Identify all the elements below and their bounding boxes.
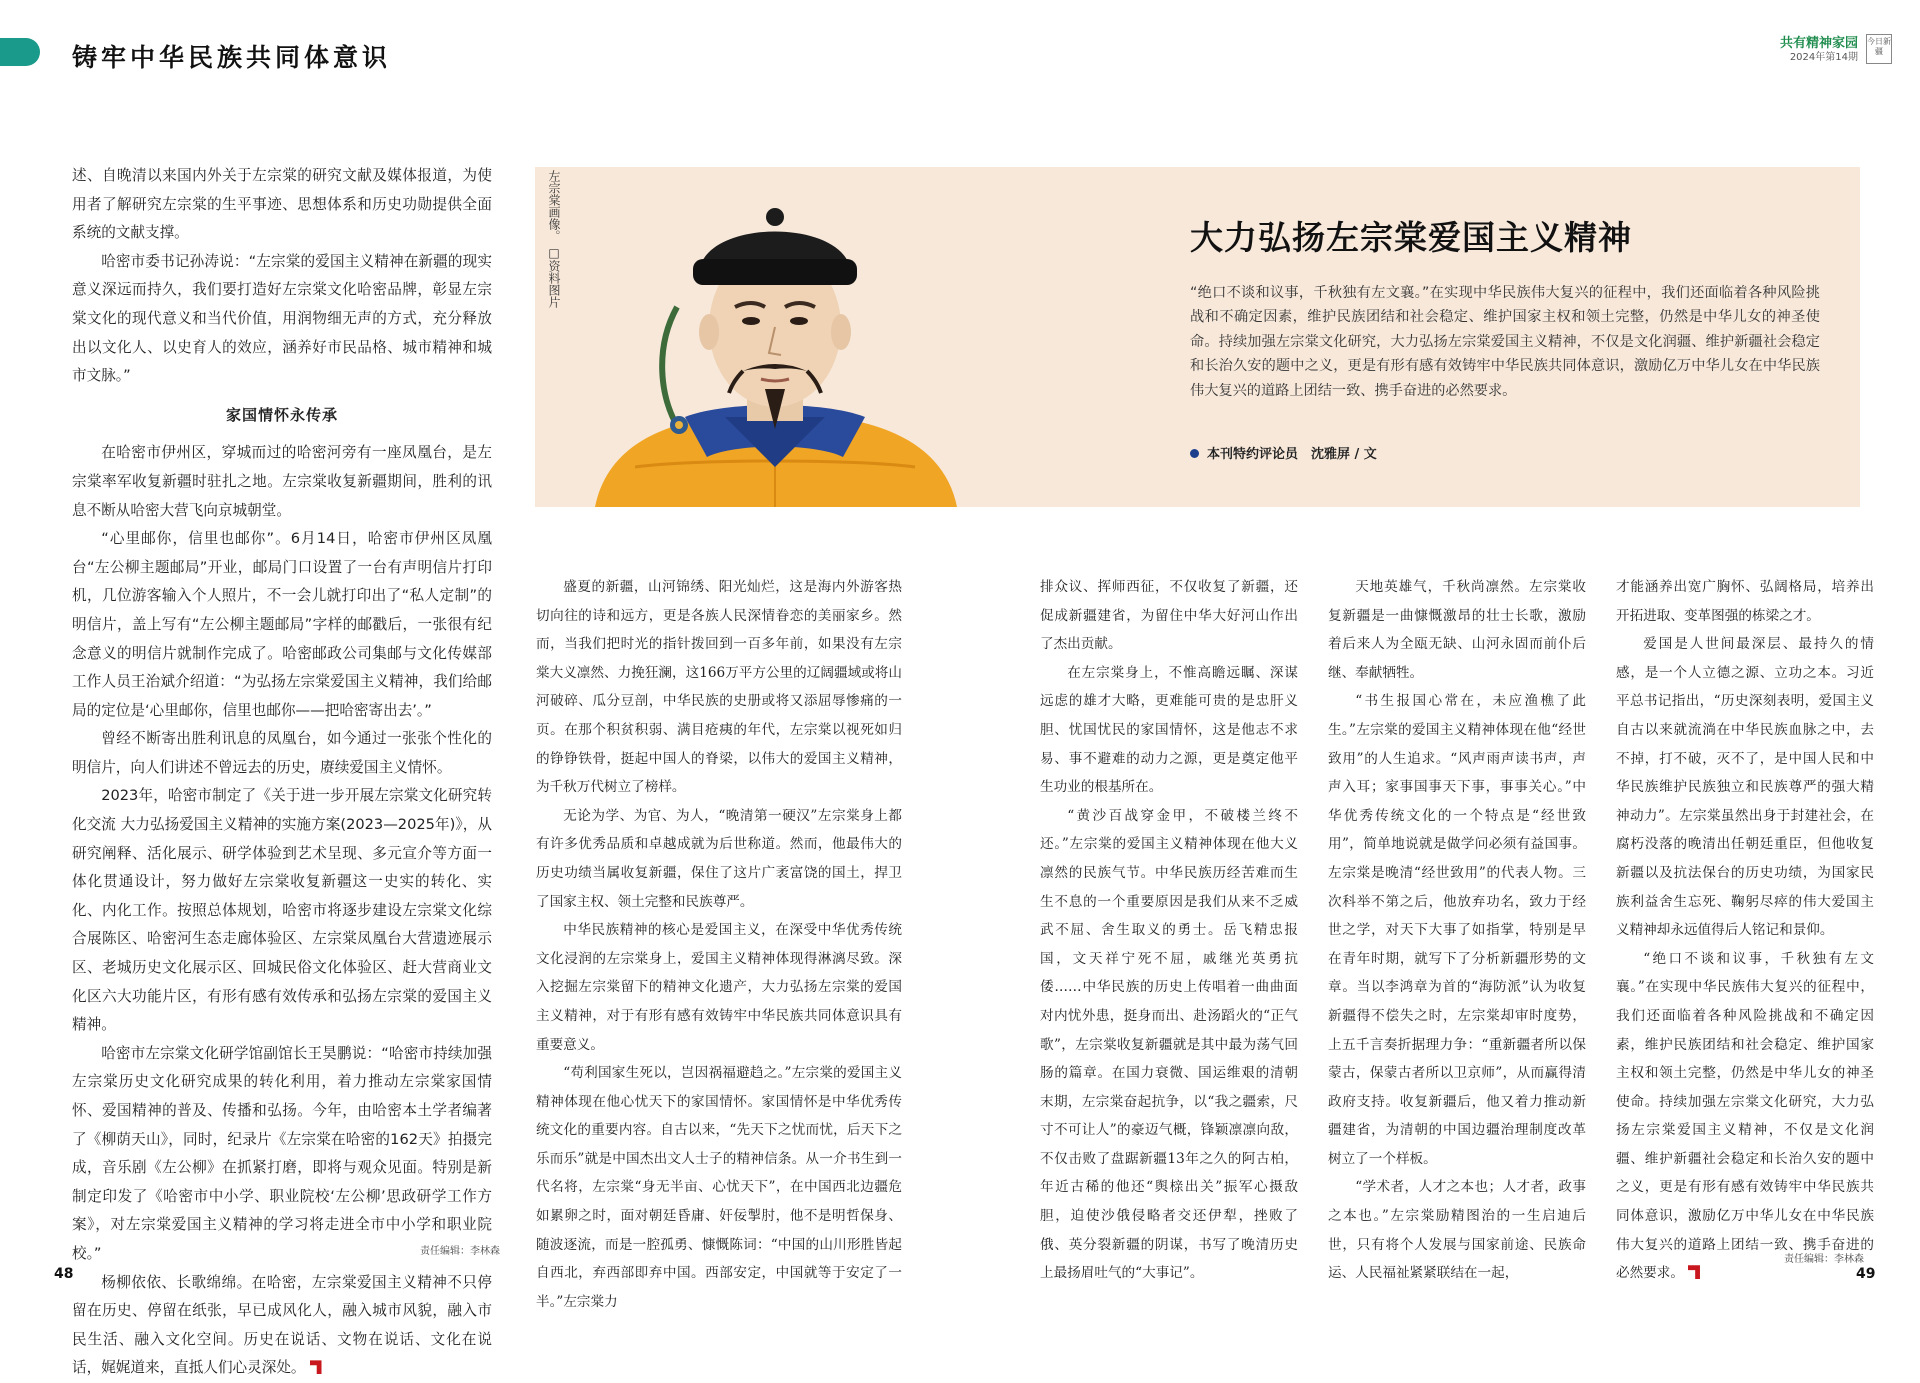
paragraph-text: “绝口不谈和议事，千秋独有左文襄。”在实现中华民族伟大复兴的征程中，我们还面临着各种风险挑战和不确定因素，维护民族团结和社会稳定、维护国家主权和领土完整，仍然是中华儿女的神圣使命。持续加强左宗棠文化研究，大力弘扬左宗棠爱国主义精神，不仅是文化润疆、维护新疆社会稳定和长治久安的题中之义，更是有形有感有效铸牢中华民族共同体意识，激励亿万中华儿女在中华民族伟大复兴的道路上团结一致、携手奋进的必然要求。 <box>1616 950 1874 1282</box>
paragraph: 无论为学、为官、为人，“晚清第一硬汉”左宗棠身上都有许多优秀品质和卓越成就为后世称道。然而，他最伟大的历史功绩当属收复新疆，保住了这片广袤富饶的国土，捍卫了国家主权、领土完整和民族尊严。 <box>536 807 902 910</box>
byline <box>1190 443 1377 462</box>
paragraph: 在哈密市伊州区，穿城而过的哈密河旁有一座凤凰台，是左宗棠率军收复新疆时驻扎之地。左宗棠收复新疆期间，胜利的讯息不断从哈密大营飞向京城朝堂。 <box>72 444 492 519</box>
magazine-brand <box>1780 36 1858 64</box>
paragraph: “书生报国心常在，未应渔樵了此生。”左宗棠的爱国主义精神体现在他“经世致用”的人生追求。“风声雨声读书声，声声入耳；家事国事天下事，事事关心。”中华优秀传统文化的一个特点是“经世致用”，简单地说就是做学问必须有益国事。左宗棠是晚清“经世致用”的代表人物。三次科举不第之后，他放弃功名，致力于经世之学，对天下大事了如指掌，特别是早在青年时期，就写下了分析新疆形势的文章。当以李鸿章为首的“海防派”认为收复新疆得不偿失之时，左宗棠却审时度势，上五千言奏折据理力争：“重新疆者所以保蒙古，保蒙古者所以卫京师”，从而赢得清政府支持。收复新疆后，他又着力推动新疆建省，为清朝的中国边疆治理制度改革树立了一个样板。 <box>1328 693 1586 1167</box>
byline-bullet-icon <box>1190 449 1199 458</box>
article-end-icon <box>310 1360 322 1374</box>
brand-name: 共有精神家园 <box>1779 36 1858 51</box>
paragraph: 排众议、挥师西征，不仅收复了新疆，还促成新疆建省，为留住中华大好河山作出了杰出贡献。 <box>1040 579 1298 653</box>
article-column-1 <box>536 573 902 1316</box>
portrait-illustration <box>575 167 975 507</box>
article-intro: “绝口不谈和议事，千秋独有左文襄。”在实现中华民族伟大复兴的征程中，我们还面临着各种风险挑战和不确定因素，维护民族团结和社会稳定、维护国家主权和领土完整，仍然是中华儿女的神圣使命。持续加强左宗棠文化研究，大力弘扬左宗棠爱国主义精神，不仅是文化润疆、维护新疆社会稳定和长治久安的题中之义，更是有形有感有效铸牢中华民族共同体意识，激励亿万中华儿女在中华民族伟大复兴的道路上团结一致、携手奋进的必然要求。 <box>1190 285 1820 399</box>
paragraph: 述、自晚清以来国内外关于左宗棠的研究文献及媒体报道，为使用者了解研究左宗棠的生平事迹、思想体系和历史功勋提供全面系统的文献支撑。 <box>72 167 492 242</box>
magazine-logo-icon: 今日新疆 <box>1866 34 1892 64</box>
article-column-3 <box>1328 573 1586 1288</box>
paragraph: 曾经不断寄出胜利讯息的凤凰台，如今通过一张张个性化的明信片，向人们讲述不曾远去的历史，赓续爱国主义情怀。 <box>72 730 492 776</box>
article-end-icon <box>1688 1265 1700 1279</box>
paragraph: 在左宗棠身上，不惟高瞻远瞩、深谋远虑的雄才大略，更难能可贵的是忠肝义胆、忧国忧民的家国情怀，这是他志不求易、事不避难的动力之源，更是奠定他平生功业的根基所在。 <box>1040 664 1298 796</box>
paragraph: 才能涵养出宽广胸怀、弘阔格局，培养出开拓进取、变革图强的栋梁之才。 <box>1616 579 1874 624</box>
editor-credit-left: 责任编辑：李林森 <box>420 1246 500 1257</box>
editor-credit-right: 责任编辑：李林森 <box>1784 1254 1864 1265</box>
paragraph: “学术者，人才之本也；人才者，政事之本也。”左宗棠励精图治的一生启迪后世，只有将个人发展与国家前途、民族命运、人民福祉紧紧联结在一起， <box>1328 1179 1586 1282</box>
paragraph: 中华民族精神的核心是爱国主义，在深受中华优秀传统文化浸润的左宗棠身上，爱国主义精神体现得淋漓尽致。深入挖掘左宗棠留下的精神文化遗产，大力弘扬左宗棠的爱国主义精神，对于有形有感有效铸牢中华民族共同体意识具有重要意义。 <box>536 922 902 1053</box>
paragraph: 2023年，哈密市制定了《关于进一步开展左宗棠文化研究转化交流 大力弘扬爱国主义精神的实施方案(2023—2025年)》，从研究阐释、活化展示、研学体验到艺术呈现、多元宣介等方面一体化贯通设计，努力做好左宗棠收复新疆这一史实的转化、实化、内化工作。按照总体规划，哈密市将逐步建设左宗棠文化综合展陈区、哈密河生态走廊体验区、左宗棠凤凰台大营遗迹展示区、老城历史文化展示区、回城民俗文化体验区、赶大营商业文化区六大功能片区，有形有感有效传承和弘扬左宗棠的爱国主义精神。 <box>72 787 492 1034</box>
paragraph: “黄沙百战穿金甲，不破楼兰终不还。”左宗棠的爱国主义精神体现在他大义凛然的民族气节。中华民族历经苦难而生生不息的一个重要原因是我们从来不乏威武不屈、舍生取义的勇士。岳飞精忠报国，文天祥宁死不屈，戚继光英勇抗倭……中华民族的历史上传唱着一曲曲面对内忧外患，挺身而出、赴汤蹈火的“正气歌”，左宗棠收复新疆就是其中最为荡气回肠的篇章。在国力衰微、国运维艰的清朝末期，左宗棠奋起抗争，以“我之疆索，尺寸不可让人”的豪迈气概，锋颖凛凛向敌，不仅击败了盘踞新疆13年之久的阿古柏，年近古稀的他还“舆榇出关”振军心摄敌胆，迫使沙俄侵略者交还伊犁，挫败了俄、英分裂新疆的阴谋，书写了晚清历史上最扬眉吐气的“大事记”。 <box>1040 807 1298 1282</box>
issue-number: 2024年第14期 <box>1789 52 1858 63</box>
paragraph: 哈密市左宗棠文化研学馆副馆长王昊鹏说：“哈密市持续加强左宗棠历史文化研究成果的转化利用，着力推动左宗棠家国情怀、爱国精神的普及、传播和弘扬。今年，由哈密本土学者编著了《柳荫天山》，同时，纪录片《左宗棠在哈密的162天》拍摄完成，音乐剧《左公柳》在抓紧打磨，即将与观众见面。特别是新制定印发了《哈密市中小学、职业院校‘左公柳’思政研学工作方案》，对左宗棠爱国主义精神的学习将走进全市中小学和职业院校。” <box>72 1044 492 1262</box>
article-headline: 大力弘扬左宗棠爱国主义精神 <box>1190 218 1632 257</box>
paragraph: “苟利国家生死以，岂因祸福避趋之。”左宗棠的爱国主义精神体现在他心忧天下的家国情怀。家国情怀是中华优秀传统文化的重要内容。自古以来，“先天下之忧而忧，后天下之乐而乐”就是中国杰出文人士子的精神信条。从一介书生到一代名将，左宗棠“身无半亩、心忧天下”，在中国西北边疆危如累卵之时，面对朝廷昏庸、奸佞掣肘，他不是明哲保身、随波逐流，而是一腔孤勇、慷慨陈词：“中国的山川形胜皆起自西北，弃西部即弃中国。西部安定，中国就等于安定了一半。”左宗棠力 <box>536 1065 902 1310</box>
paragraph-text: 杨柳依依、长歌绵绵。在哈密，左宗棠爱国主义精神不只停留在历史、停留在纸张，早已成风化人，融入城市风貌，融入市民生活、融入文化空间。历史在说话、文物在说话、文化在说话，娓娓道来，直抵人们心灵深处。 <box>72 1273 492 1377</box>
article-column-2 <box>1040 573 1298 1288</box>
paragraph: 爱国是人世间最深层、最持久的情感，是一个人立德之源、立功之本。习近平总书记指出，“历史深刻表明，爱国主义自古以来就流淌在中华民族血脉之中，去不掉，打不破，灭不了，是中国人民和中华民族维护民族独立和民族尊严的强大精神动力”。左宗棠虽然出身于封建社会，在腐朽没落的晚清出任朝廷重臣，但他收复新疆以及抗法保台的历史功绩，为国家民族利益舍生忘死、鞠躬尽瘁的伟大爱国主义精神却永远值得后人铭记和景仰。 <box>1616 636 1874 939</box>
paragraph: 哈密市委书记孙涛说：“左宗棠的爱国主义精神在新疆的现实意义深远而持久，我们要打造好左宗棠文化哈密品牌，彰显左宗棠文化的现代意义和当代价值，用润物细无声的方式，充分释放出以文化人、以史育人的效应，涵养好市民品格、城市精神和城市文脉。” <box>72 252 492 385</box>
page-number-left: 48 <box>54 1266 74 1282</box>
page-number-right: 49 <box>1856 1266 1876 1282</box>
paragraph: 盛夏的新疆，山河锦绣、阳光灿烂，这是海内外游客热切向往的诗和远方，更是各族人民深情眷恋的美丽家乡。然而，当我们把时光的指针拨回到一百多年前，如果没有左宗棠大义凛然、力挽狂澜，这166万平方公里的辽阔疆域或将山河破碎、瓜分豆剖，中华民族的史册或将又添屈辱惨痛的一页。在那个积贫积弱、满目疮痍的年代，左宗棠以视死如归的铮铮铁骨，挺起中国人的脊梁，以伟大的爱国主义精神，为千秋万代树立了榜样。 <box>536 579 902 796</box>
left-page-article <box>72 162 492 1383</box>
article-column-4 <box>1616 573 1874 1288</box>
image-caption: 左宗棠画像。 □资料图片 <box>547 170 561 308</box>
section-tab-marker <box>0 38 40 66</box>
paragraph-last <box>72 1269 492 1383</box>
paragraph-last <box>1616 945 1874 1288</box>
subheading: 家国情怀永传承 <box>225 405 338 424</box>
paragraph: “心里邮你，信里也邮你”。6月14日，哈密市伊州区凤凰台“左公柳主题邮局”开业，邮局门口设置了一台有声明信片打印机，几位游客输入个人照片，不一会儿就打印出了“私人定制”的明信片，盖上写有“左公柳主题邮局”字样的邮戳后，一张很有纪念意义的明信片就制作完成了。哈密邮政公司集邮与文化传媒部工作人员王治斌介绍道：“为弘扬左宗棠爱国主义精神，我们给邮局的定位是‘心里邮你，信里也邮你——把哈密寄出去’。” <box>72 530 492 719</box>
paragraph: 天地英雄气，千秋尚凛然。左宗棠收复新疆是一曲慷慨激昂的壮士长歌，激励着后来人为全瓯无缺、山河永固而前仆后继、奉献牺牲。 <box>1328 579 1586 681</box>
section-title: 铸牢中华民族共同体意识 <box>72 43 392 72</box>
byline-text: 本刊特约评论员 沈雅屏 / 文 <box>1207 447 1377 462</box>
